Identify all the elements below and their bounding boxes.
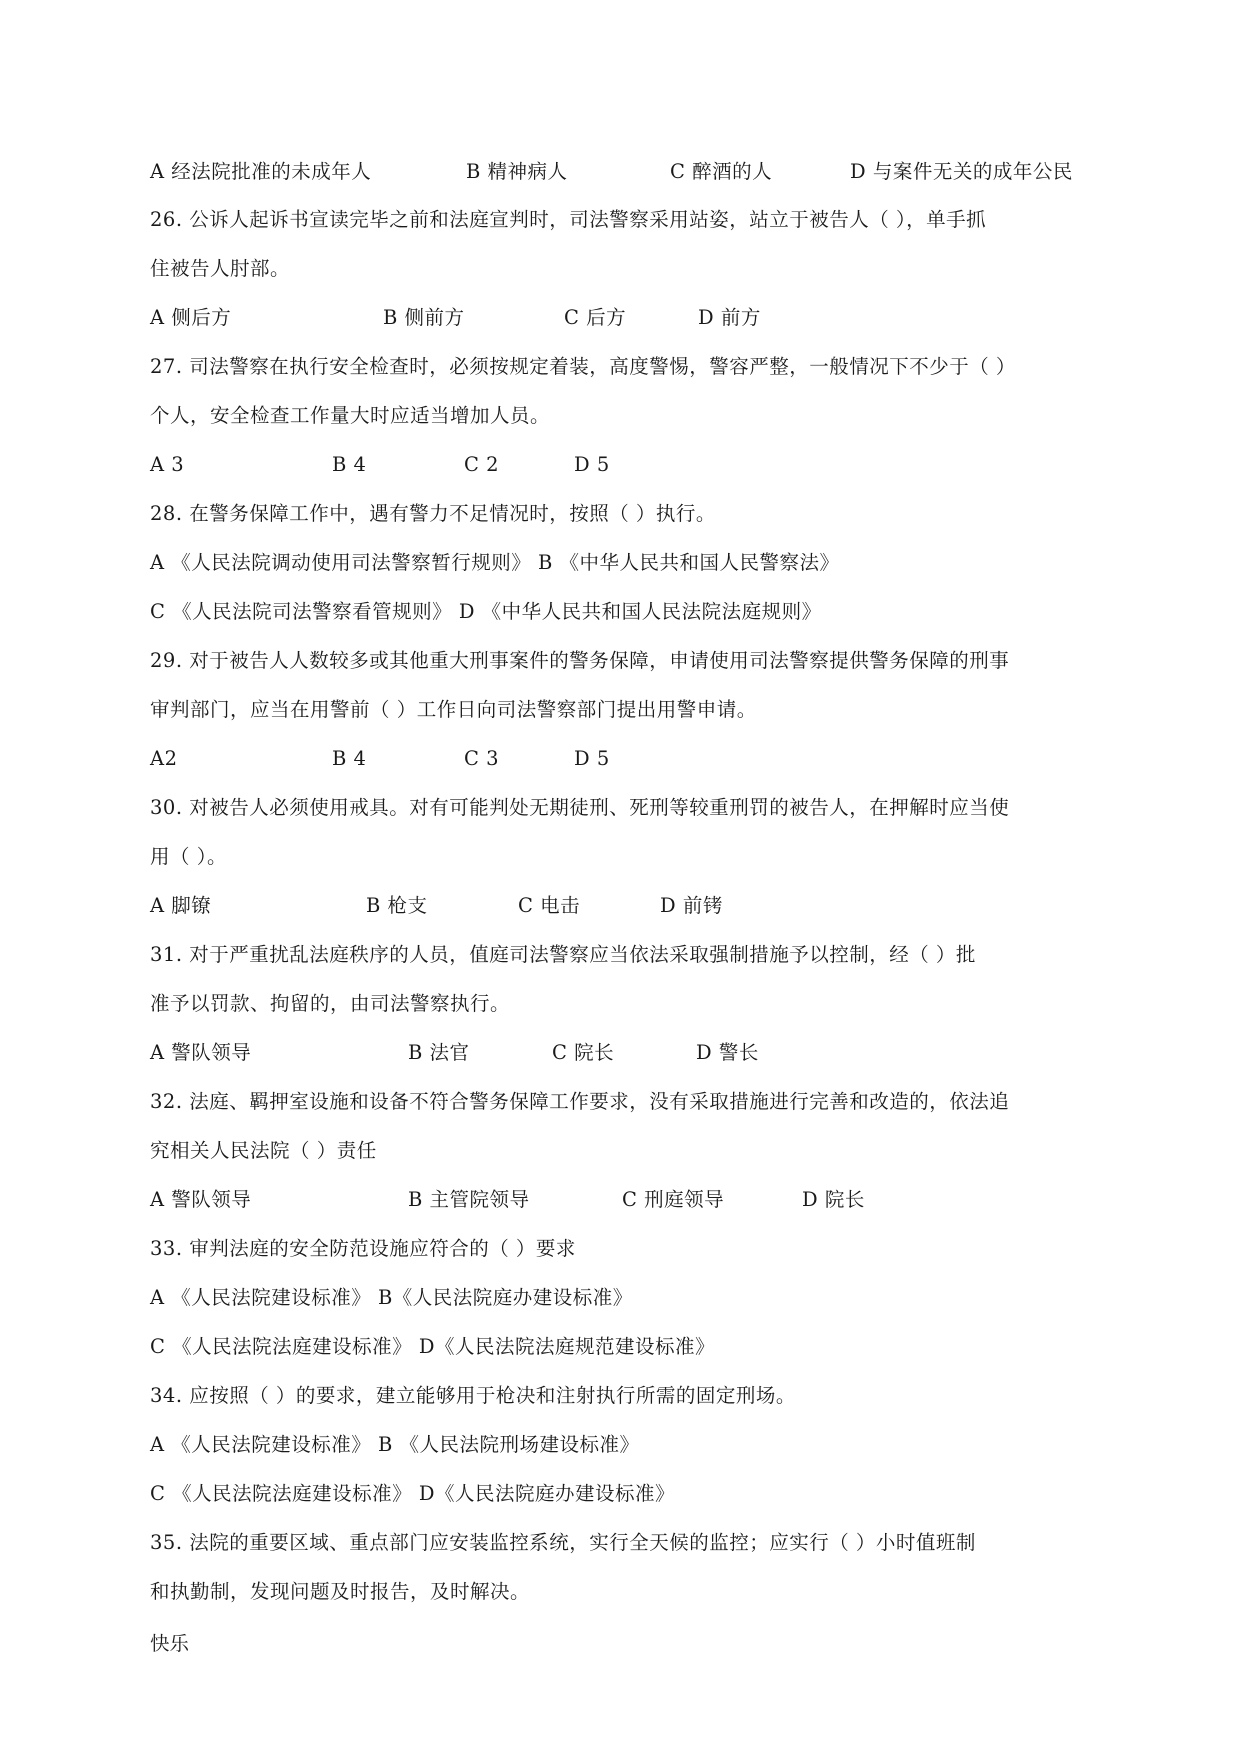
q30-option-d: D 前铐 <box>660 894 723 917</box>
q31-text-line2: 准予以罚款、拘留的，由司法警察执行。 <box>150 992 511 1015</box>
q27-option-b: B 4 <box>332 453 367 476</box>
q33-text-line1: 33. 审判法庭的安全防范设施应符合的（ ）要求 <box>150 1237 576 1260</box>
q27-option-d: D 5 <box>574 453 610 476</box>
q31-text-line1: 31. 对于严重扰乱法庭秩序的人员，值庭司法警察应当依法采取强制措施予以控制，经（ ）批 <box>150 943 976 966</box>
q30-text-line1: 30. 对被告人必须使用戒具。对有可能判处无期徒刑、死刑等较重刑罚的被告人，在押解时应当使 <box>150 796 1010 819</box>
q29-option-d: D 5 <box>574 747 610 770</box>
q29-option-c: C 3 <box>464 747 500 770</box>
q27-option-a: A 3 <box>150 453 185 476</box>
q26-option-d: D 前方 <box>698 306 761 329</box>
q29-text-line2: 审判部门，应当在用警前（ ）工作日向司法警察部门提出用警申请。 <box>150 698 757 721</box>
q35-text-line1: 35. 法院的重要区域、重点部门应安装监控系统，实行全天候的监控；应实行（ ）小时值班制 <box>150 1531 976 1554</box>
q28-options-ab: A 《人民法院调动使用司法警察暂行规则》 B 《中华人民共和国人民警察法》 <box>150 551 840 574</box>
q26-text-line2: 住被告人肘部。 <box>150 257 291 280</box>
q30-option-c: C 电击 <box>518 894 581 917</box>
q31-option-b: B 法官 <box>408 1041 470 1064</box>
q26-text-line1: 26. 公诉人起诉书宣读完毕之前和法庭宣判时，司法警察采用站姿，站立于被告人（ ），单手抓 <box>150 208 987 231</box>
q27-option-c: C 2 <box>464 453 500 476</box>
q31-option-a: A 警队领导 <box>150 1041 252 1064</box>
q29-text-line1: 29. 对于被告人人数较多或其他重大刑事案件的警务保障，申请使用司法警察提供警务保障的刑事 <box>150 649 1010 672</box>
q28-options-cd: C 《人民法院司法警察看管规则》 D 《中华人民共和国人民法院法庭规则》 <box>150 600 822 623</box>
q34-options-cd: C 《人民法院法庭建设标准》 D《人民法院庭办建设标准》 <box>150 1482 675 1505</box>
q32-option-a: A 警队领导 <box>150 1188 252 1211</box>
q30-text-line2: 用（ ）。 <box>150 845 227 868</box>
q33-options-cd: C 《人民法院法庭建设标准》 D《人民法院法庭规范建设标准》 <box>150 1335 715 1358</box>
q34-text-line1: 34. 应按照（ ）的要求，建立能够用于枪决和注射执行所需的固定刑场。 <box>150 1384 796 1407</box>
q25-option-c: C 醉酒的人 <box>670 160 773 183</box>
q30-option-a: A 脚镣 <box>150 894 212 917</box>
q28-text-line1: 28. 在警务保障工作中，遇有警力不足情况时，按照（ ）执行。 <box>150 502 716 525</box>
q26-option-b: B 侧前方 <box>383 306 465 329</box>
q25-option-a: A 经法院批准的未成年人 <box>150 160 372 183</box>
q31-option-d: D 警长 <box>696 1041 759 1064</box>
q32-text-line1: 32. 法庭、羁押室设施和设备不符合警务保障工作要求，没有采取措施进行完善和改造的，依法追 <box>150 1090 1010 1113</box>
q31-option-c: C 院长 <box>552 1041 615 1064</box>
q29-option-b: B 4 <box>332 747 367 770</box>
q32-option-c: C 刑庭领导 <box>622 1188 725 1211</box>
q25-option-d: D 与案件无关的成年公民 <box>850 160 1073 183</box>
q35-text-line2: 和执勤制，发现问题及时报告，及时解决。 <box>150 1580 531 1603</box>
q32-option-d: D 院长 <box>802 1188 865 1211</box>
q32-option-b: B 主管院领导 <box>408 1188 530 1211</box>
q27-text-line2: 个人，安全检查工作量大时应适当增加人员。 <box>150 404 551 427</box>
q29-option-a: A2 <box>150 747 178 770</box>
q26-option-c: C 后方 <box>564 306 627 329</box>
q27-text-line1: 27. 司法警察在执行安全检查时，必须按规定着装，高度警惕，警容严整，一般情况下不少于（ ） <box>150 355 1016 378</box>
q26-option-a: A 侧后方 <box>150 306 232 329</box>
q25-option-b: B 精神病人 <box>466 160 568 183</box>
q32-text-line2: 究相关人民法院（ ）责任 <box>150 1139 377 1162</box>
page-footer: 快乐 <box>150 1632 190 1655</box>
q33-options-ab: A 《人民法院建设标准》 B《人民法院庭办建设标准》 <box>150 1286 633 1309</box>
q34-options-ab: A 《人民法院建设标准》 B 《人民法院刑场建设标准》 <box>150 1433 640 1456</box>
q30-option-b: B 枪支 <box>366 894 428 917</box>
